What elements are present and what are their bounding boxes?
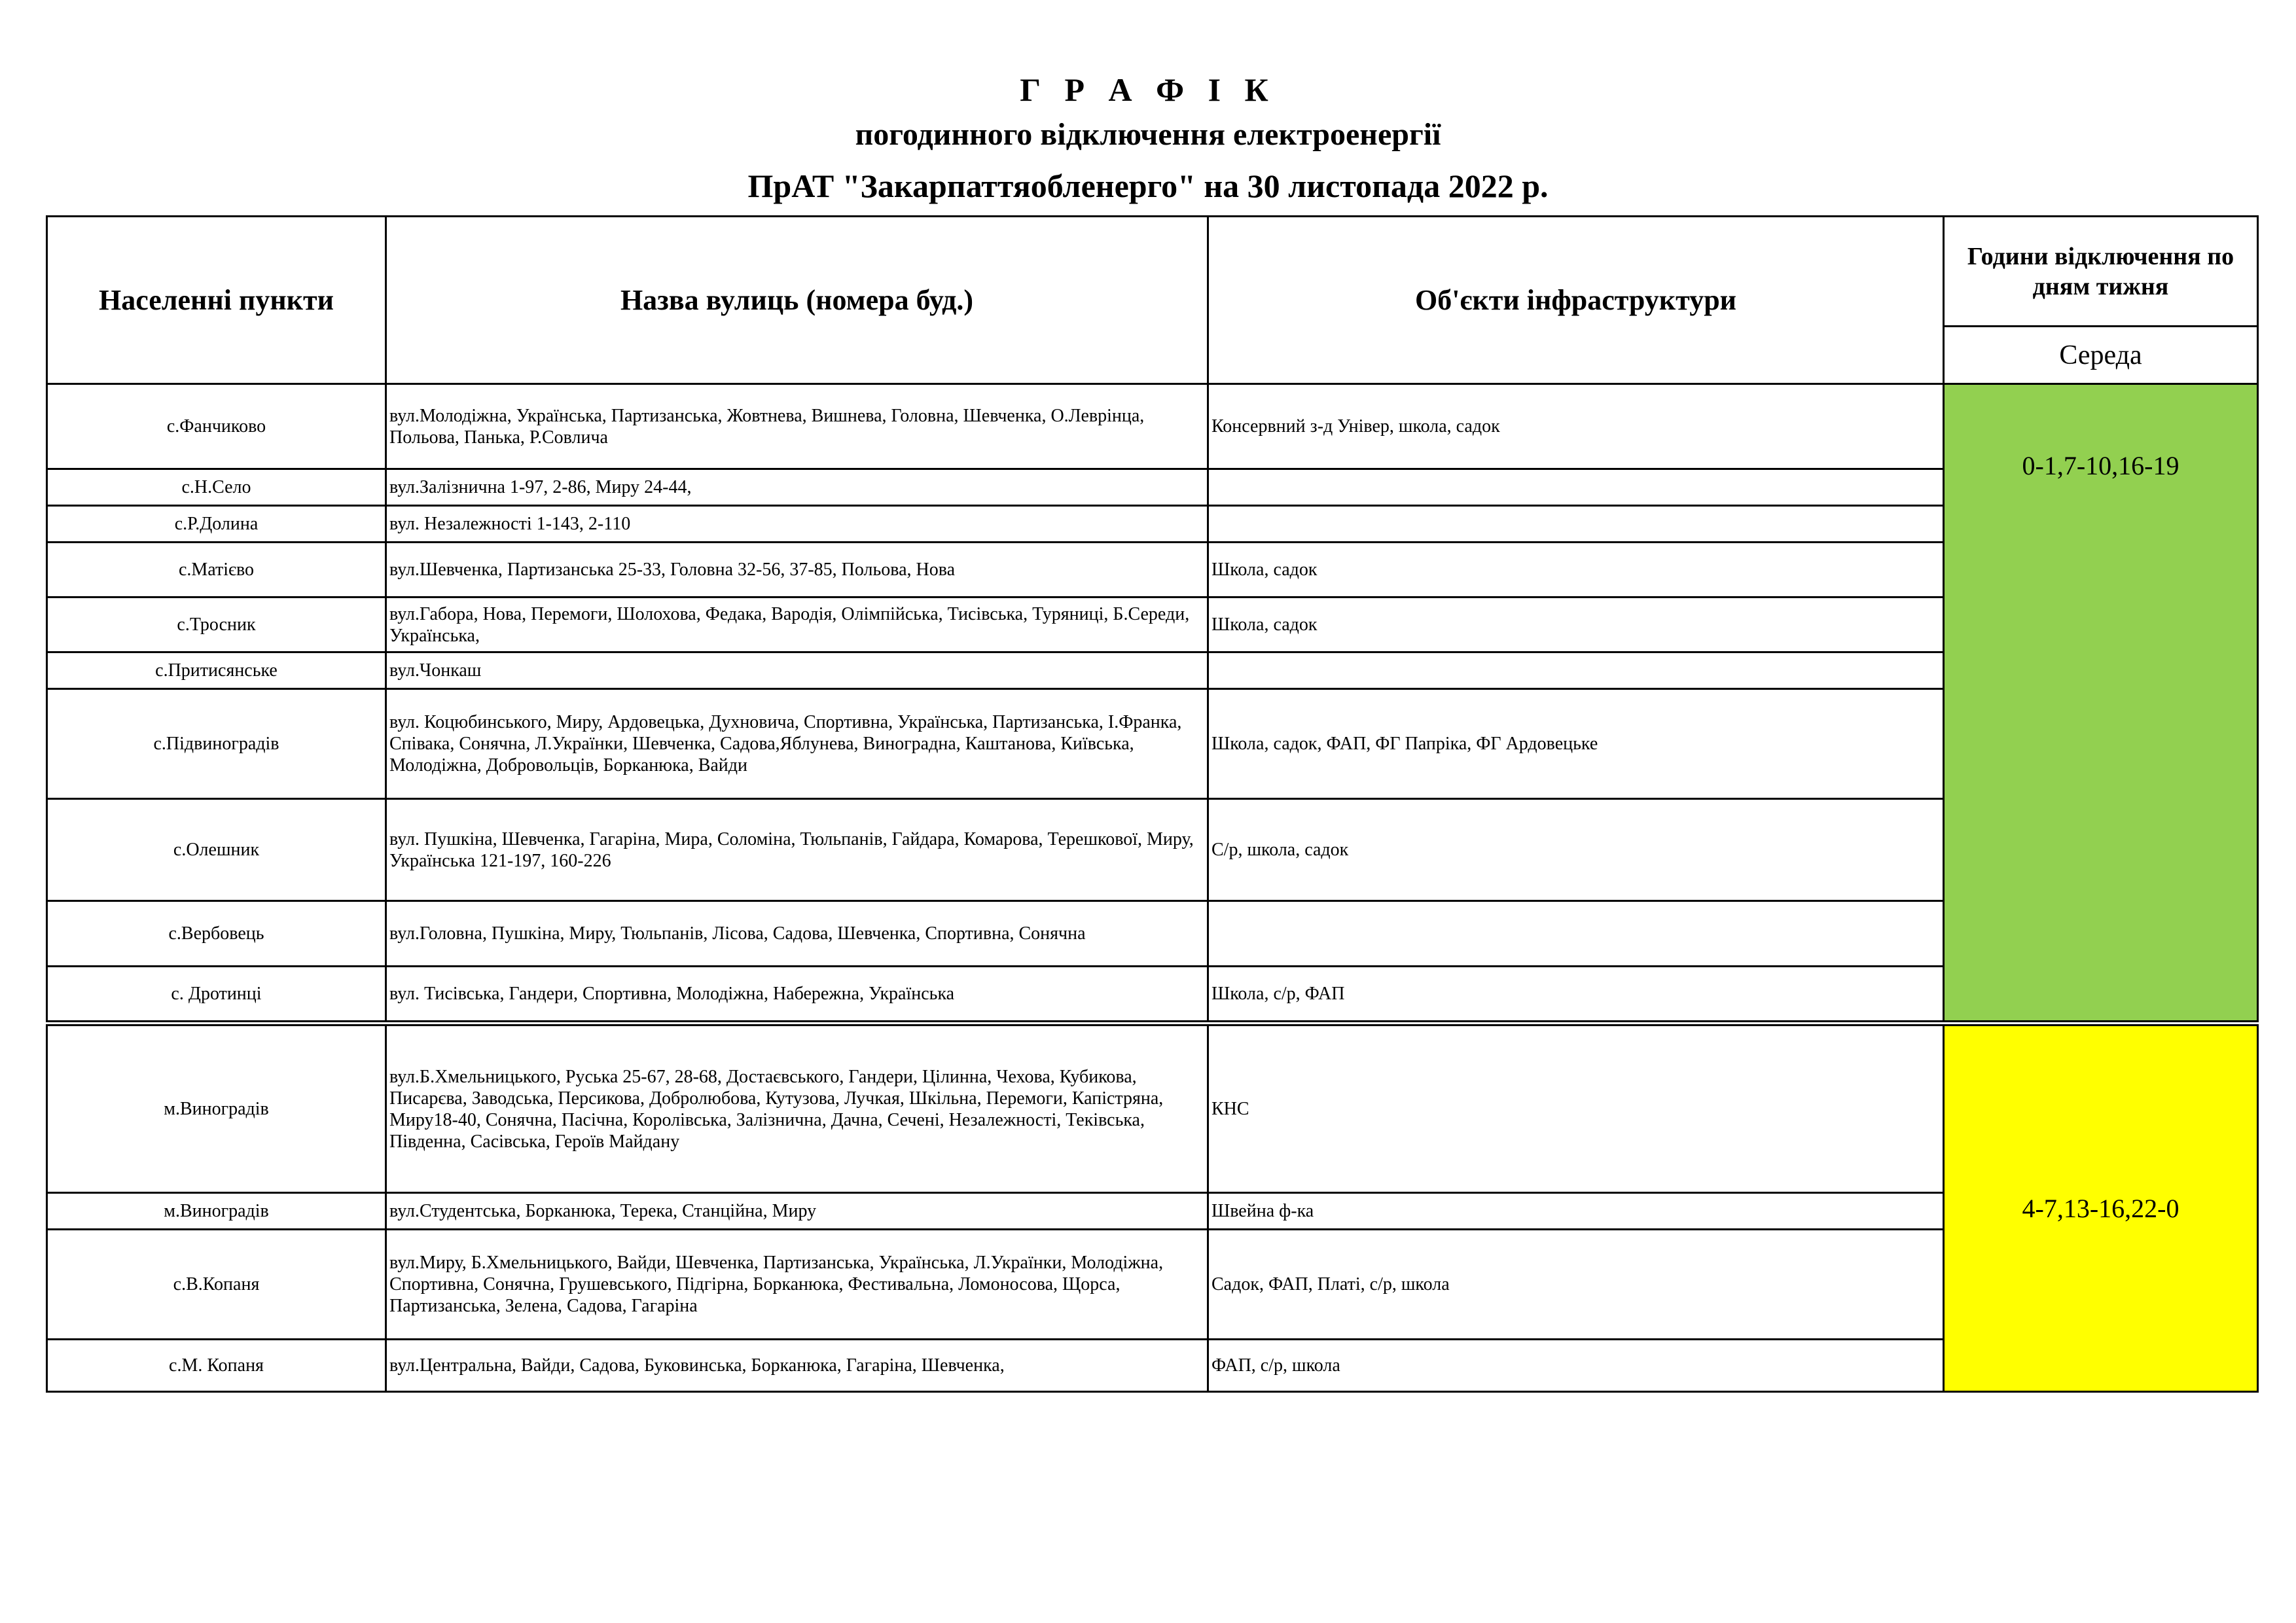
table-row-locality: м.Виноградів — [47, 1026, 386, 1193]
table-row-locality: с.Вербовець — [47, 901, 386, 967]
table-row-locality: с.Н.Село — [47, 469, 386, 506]
table-row-locality: с.Тросник — [47, 597, 386, 652]
table-row-locality: с.М. Копаня — [47, 1340, 386, 1392]
table-row-locality: с.Р.Долина — [47, 506, 386, 543]
schedule-hours-green: 0-1,7-10,16-19 — [1944, 384, 2258, 1022]
table-row-objects: Садок, ФАП, Платі, с/р, школа — [1208, 1230, 1944, 1340]
schedule-hours-yellow: 4-7,13-16,22-0 — [1944, 1026, 2258, 1392]
column-header-hours: Години відключення по дням тижня — [1944, 217, 2258, 327]
document-title: Г Р А Ф І К — [1020, 71, 1276, 108]
table-row-streets: вул.Чонкаш — [386, 652, 1208, 689]
table-row-streets: вул.Габора, Нова, Перемоги, Шолохова, Федака, Вародія, Олімпійська, Тисівська, Туряниці, Б.Середи, Українська, — [386, 597, 1208, 652]
table-row-streets: вул.Головна, Пушкіна, Миру, Тюльпанів, Лісова, Садова, Шевченка, Спортивна, Сонячна — [386, 901, 1208, 967]
table-row-locality: с.Матієво — [47, 543, 386, 597]
table-row-streets: вул.Залізнична 1-97, 2-86, Миру 24-44, — [386, 469, 1208, 506]
table-row-streets: вул. Коцюбинського, Миру, Ардовецька, Духновича, Спортивна, Українська, Партизанська, І.Франка, Співака, Сонячна, Л.Українки, Шевченка, Садова,Яблунева, Виноградна, Каштанова, Київська, Молодіжна, Добровольців, Борканюка, Вайди — [386, 689, 1208, 799]
table-row-objects — [1208, 469, 1944, 506]
table-row-streets: вул.Миру, Б.Хмельницького, Вайди, Шевченка, Партизанська, Українська, Л.Українки, Молодіжна, Спортивна, Сонячна, Грушевського, Підгірна, Борканюка, Фестивальна, Ломоносова, Щорса, Партизанська, Зелена, Садова, Гагаріна — [386, 1230, 1208, 1340]
table-row-objects — [1208, 652, 1944, 689]
table-row-objects: КНС — [1208, 1026, 1944, 1193]
table-row-streets: вул.Шевченка, Партизанська 25-33, Головна 32-56, 37-85, Польова, Нова — [386, 543, 1208, 597]
table-row-objects — [1208, 506, 1944, 543]
table-row-streets: вул.Б.Хмельницького, Руська 25-67, 28-68, Достаєвського, Гандери, Цілинна, Чехова, Кубикова, Писарєва, Заводська, Персикова, Добролюбова, Кутузова, Лучкая, Шкільна, Перемоги, Капістряна, Миру18-40, Сонячна, Пасічна, Королівська, Залізнична, Дачна, Сечені, Незалежності, Теківська, Південна, Сасівська, Героїв Майдану — [386, 1026, 1208, 1193]
table-row-streets: вул. Пушкіна, Шевченка, Гагаріна, Мира, Соломіна, Тюльпанів, Гайдара, Комарова, Терешкової, Миру, Українська 121-197, 160-226 — [386, 799, 1208, 901]
table-row-objects: Школа, садок, ФАП, ФГ Папріка, ФГ Ардовецьке — [1208, 689, 1944, 799]
table-row-objects — [1208, 901, 1944, 967]
company-date-line: ПрАТ "Закарпаттяобленерго" на 30 листопада 2022 р. — [747, 168, 1549, 204]
column-header-locality: Населенні пункти — [47, 217, 386, 384]
table-row-objects: Школа, садок — [1208, 543, 1944, 597]
table-row-locality: с.Притисянське — [47, 652, 386, 689]
table-row-objects: Школа, с/р, ФАП — [1208, 967, 1944, 1022]
table-row-objects: С/р, школа, садок — [1208, 799, 1944, 901]
table-row-objects: Школа, садок — [1208, 597, 1944, 652]
table-row-locality: с. Дротинці — [47, 967, 386, 1022]
schedule-table-yellow — [46, 1024, 2259, 1393]
table-row-locality: с.Підвиноградів — [47, 689, 386, 799]
table-row-streets: вул.Студентська, Борканюка, Терека, Станційна, Миру — [386, 1193, 1208, 1230]
table-row-objects: ФАП, с/р, школа — [1208, 1340, 1944, 1392]
table-row-streets: вул.Молодіжна, Українська, Партизанська, Жовтнева, Вишнева, Головна, Шевченка, О.Леврінца, Польова, Панька, Р.Совлича — [386, 384, 1208, 469]
table-row-streets: вул.Центральна, Вайди, Садова, Буковинська, Борканюка, Гагаріна, Шевченка, — [386, 1340, 1208, 1392]
table-row-locality: с.Фанчиково — [47, 384, 386, 469]
table-row-objects: Консервний з-д Універ, школа, садок — [1208, 384, 1944, 469]
table-row-streets: вул. Незалежності 1-143, 2-110 — [386, 506, 1208, 543]
table-row-locality: с.В.Копаня — [47, 1230, 386, 1340]
column-header-day: Середа — [1944, 327, 2258, 384]
schedule-table-green — [46, 215, 2259, 1022]
document-subtitle: погодинного відключення електроенергії — [855, 117, 1441, 152]
table-row-locality: с.Олешник — [47, 799, 386, 901]
table-row-streets: вул. Тисівська, Гандери, Спортивна, Молодіжна, Набережна, Українська — [386, 967, 1208, 1022]
column-header-streets: Назва вулиць (номера буд.) — [386, 217, 1208, 384]
column-header-objects: Об'єкти інфраструктури — [1208, 217, 1944, 384]
table-row-locality: м.Виноградів — [47, 1193, 386, 1230]
table-row-objects: Швейна ф-ка — [1208, 1193, 1944, 1230]
